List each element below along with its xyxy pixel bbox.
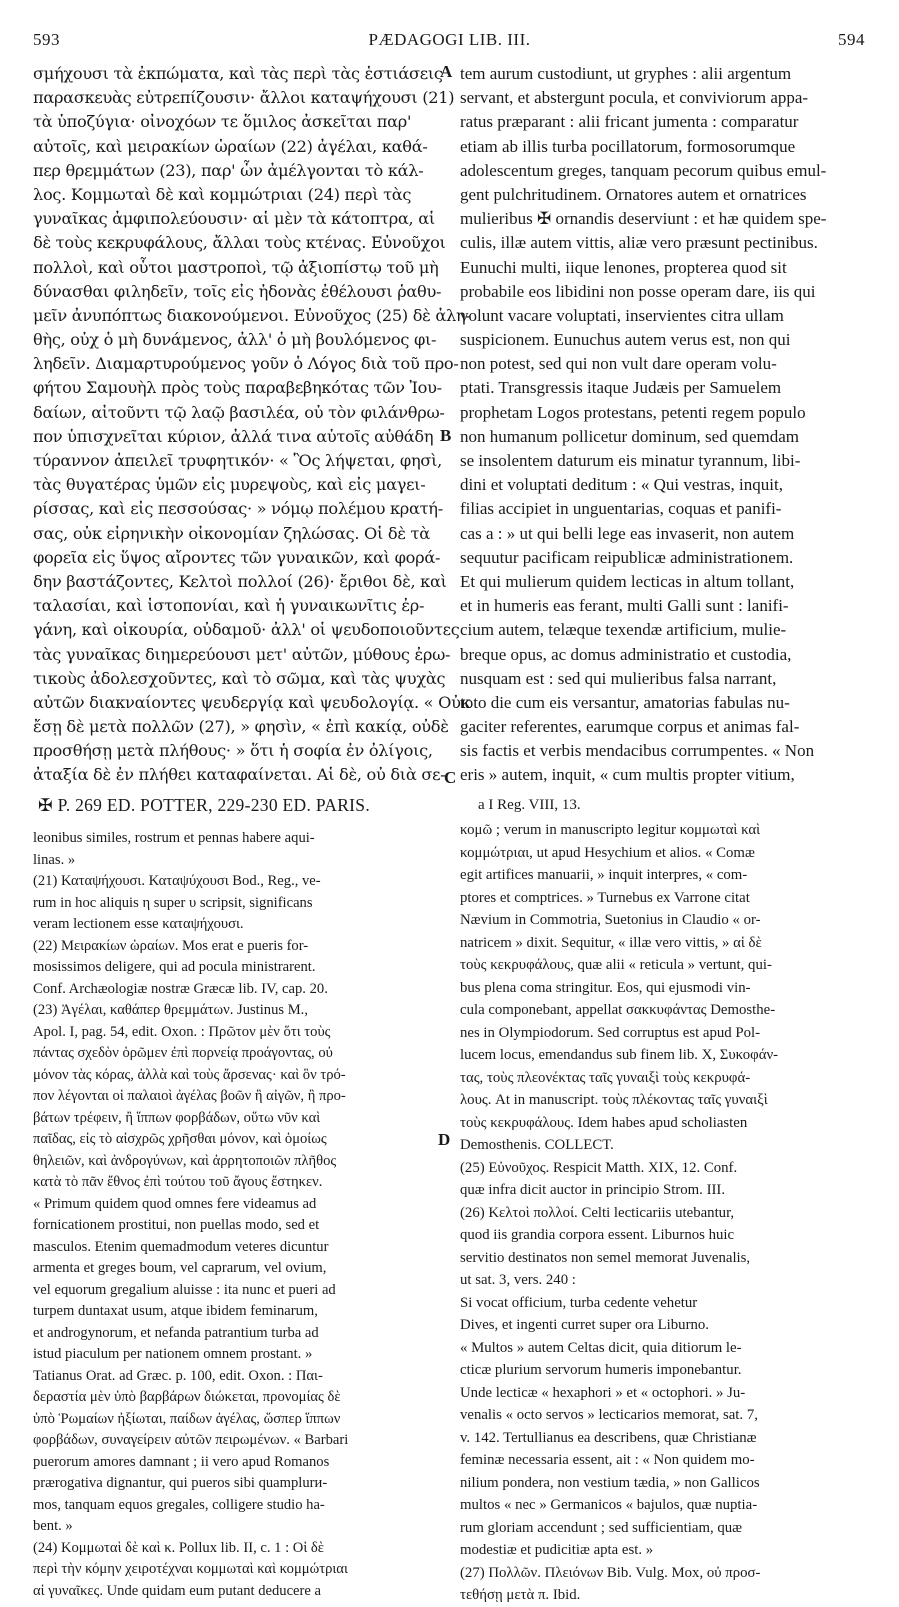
- latin-text-line: non humanum pollicetur dominum, sed quemdam: [460, 426, 800, 446]
- footnote-line: vel equorum gregalium aluisse : ita nunc et pueri ad: [33, 1281, 336, 1298]
- latin-text-line: se insolentem daturum eis minatur tyrannum, libi-: [460, 451, 801, 470]
- greek-text-line: ταλασίαι, καὶ ἱστοπονίαι, καὶ ἡ γυναικωνῖτις ἐρ-: [33, 596, 425, 616]
- greek-text-line: σας, οὐκ εἰρηνικὴν οἰκονομίαν ζηλώσας. Οἱ δὲ τὰ: [33, 523, 430, 543]
- footnote-line: feminæ necessaria essent, ait : « Non quidem mo-: [460, 1452, 755, 1468]
- running-header: [0, 30, 899, 54]
- greek-text-line: φήτου Σαμουὴλ πρὸς τοὺς παραβεβηκότας τῶν Ἰου-: [33, 378, 442, 398]
- latin-text-line: nusquam est : sed qui mulieribus falsa narrant,: [460, 668, 777, 688]
- latin-text-line: cas a : » ut qui belli lege eas invaserit, non autem: [460, 523, 795, 543]
- latin-text-line: gaciter referentes, earumque corpus et animas fal-: [460, 717, 800, 737]
- latin-text-line: ptati. Transgressis itaque Judæis per Samuelem: [460, 378, 782, 398]
- greek-text-line: τὰς θυγατέρας ὑμῶν εἰς μυρεψοὺς, καὶ εἰς μαγει-: [33, 475, 426, 495]
- footnote-line: ptores et comptrices. » Turnebus ex Varrone citat: [460, 889, 750, 906]
- latin-text-line: culis, illæ autem vittis, aliæ vero præsunt pectinibus.: [460, 233, 818, 253]
- footnote-line: τοὺς κεκρυφάλους. Idem habes apud scholiasten: [460, 1114, 748, 1131]
- greek-text-line: ἔσῃ δὲ μετὰ πολλῶν (27), » φησὶν, « ἐπὶ κακίᾳ, οὐδὲ: [33, 717, 449, 737]
- footnote-line: natricem » dixit. Sequitur, « illæ vero vittis, » αἱ δὲ: [460, 934, 762, 951]
- latin-text-line: volunt vacare voluptati, inservientes citra ullam: [460, 305, 784, 325]
- footnote-line: bus plena coma stringitur. Eos, qui ejusmodi vin-: [460, 979, 751, 996]
- footnote-line: βάτων τρέφειν, ἢ ἵππων φορβάδων, οὕτω νῦν καὶ: [33, 1109, 321, 1126]
- latin-text-line: et in humeris eas ferant, multi Galli sunt : lanifi-: [460, 596, 789, 616]
- footnote-line: cticæ plurium servorum humeris imponebantur.: [460, 1362, 742, 1378]
- footnote-line: « Multos » autem Celtas dicit, quia ditiorum le-: [460, 1339, 742, 1356]
- footnote-line: (21) Καταψήχουσι. Καταψύχουσι Bod., Reg., ve-: [33, 873, 321, 889]
- footnote-line: ὑπὸ Ῥωμαίων ἠξίωται, παίδων ἀγέλας, ὥσπερ ἵππων: [33, 1410, 341, 1427]
- latin-text-line: tem aurum custodiunt, ut gryphes : alii argentum: [460, 64, 792, 83]
- footnote-line: prærogativa dignantur, qui pueros sibi quamplurи-: [33, 1475, 328, 1491]
- footnote-line: egit artifices manuarii, » inquit interpres, « com-: [460, 867, 748, 883]
- footnote-line: (23) Ἀγέλαι, καθάπερ θρεμμάτων. Justinus M.,: [33, 1002, 308, 1018]
- greek-text-line: παρασκευὰς εὐτρεπίζουσιν· ἄλλοι καταψήχουσι (21): [33, 88, 455, 108]
- footnote-line: quod iis grandia corpora essent. Liburnos huic: [460, 1227, 735, 1243]
- greek-text-line: προσθήσῃ μετὰ πλήθους· » ὅτι ἡ σοφία ἐν ὀλίγοις,: [33, 741, 433, 761]
- greek-text-line: αὐτοῖς, καὶ μειρακίων ὡραίων (22) ἀγέλαι, καθά-: [33, 136, 428, 156]
- latin-text-line: ratus præparant : alii fricant jumenta : comparatur: [460, 112, 799, 132]
- footnote-line: mos, tanquam equos gregales, colligere studio ha-: [33, 1496, 325, 1513]
- latin-text-line: dini et voluptati deditum : « Qui vestras, inquit,: [460, 475, 783, 495]
- footnote-line: Unde lecticæ « hexaphori » et « octophori. » Ju-: [460, 1384, 746, 1401]
- greek-text-line: τὰ ὑποζύγια· οἰνοχόων τε ὅμιλος ἀσκεῖται παρ': [33, 112, 412, 132]
- margin-marker-a: A: [440, 62, 453, 81]
- running-title: PÆDAGOGI LIB. III.: [368, 30, 531, 49]
- footnote-line: (26) Κελτοὶ πολλοί. Celti lecticariis utebantur,: [460, 1204, 735, 1221]
- greek-text-column: [33, 62, 471, 788]
- footnote-line: bent. »: [33, 1518, 73, 1534]
- latin-text-line: mulieribus ✠ ornandis deserviunt : et hæ quidem spe-: [460, 209, 827, 229]
- greek-text-line: δύνασθαι φιληδεῖν, τοῖς εἰς ἡδονὰς ἐθέλουσι ῥαθυ-: [33, 281, 442, 301]
- greek-text-line: φορεῖα εἰς ὕψος αἴροντες τῶν γυναικῶν, καὶ φορά-: [33, 547, 441, 567]
- footnote-line: armenta et greges boum, vel caprarum, vel ovium,: [33, 1260, 327, 1276]
- footnote-line: fornicationem prostitui, non puellas modo, sed et: [33, 1217, 320, 1233]
- latin-text-column: [460, 62, 868, 788]
- footnote-line: Dives, et ingenti curret super ora Liburno.: [460, 1317, 710, 1333]
- latin-text-line: servant, et abstergunt pocula, et conviviorum appa-: [460, 88, 809, 108]
- footnote-line: cula componebant, appellat σακκυφάντας Demosthe-: [460, 1002, 776, 1018]
- greek-text-line: ρίσσας, καὶ εἰς πεσσούσας· » νόμῳ πολέμου κρατή-: [33, 499, 443, 519]
- greek-text-line: σμήχουσι τὰ ἐκπώματα, καὶ τὰς περὶ τὰς ἑστιάσεις: [33, 64, 443, 83]
- footnote-line: Nævium in Commotria, Suetonius in Claudio « or-: [460, 912, 761, 928]
- latin-text-line: gent pulchritudinem. Ornatores autem et ornatrices: [460, 184, 807, 204]
- footnote-line: v. 142. Tertullianus ea describens, quæ Christianæ: [460, 1429, 757, 1446]
- footnote-line: rum in hoc aliquis η super υ scripsit, significans: [33, 894, 313, 911]
- latin-text-line: non potest, sed qui non vult dare operam volu-: [460, 354, 777, 374]
- footnote-line: rum gloriam accendunt ; sed sufficientiam, quæ: [460, 1519, 743, 1536]
- greek-text-line: θὴς, οὐχ ὁ μὴ δυνάμενος, ἀλλ' ὁ μὴ βουλόμενος φι-: [33, 330, 437, 350]
- greek-text-line: λος. Κομμωταὶ δὲ καὶ κομμώτριαι (24) περὶ τὰς: [33, 184, 412, 204]
- footnote-line: turpem duntaxat usum, atque ibidem feminarum,: [33, 1303, 318, 1319]
- latin-text-line: Et qui mulierum quidem lecticas in altum tollant,: [460, 571, 795, 591]
- latin-text-line: probabile eos libidini non posse operam dare, iis qui: [460, 281, 816, 301]
- footnote-line: venalis « octo servos » lecticarios memorat, sat. 7,: [460, 1407, 758, 1423]
- footnote-line: Conf. Archæologiæ nostræ Græcæ lib. IV, cap. 20.: [33, 980, 328, 997]
- latin-text-line: breque opus, ac domus administratio et custodia,: [460, 644, 792, 664]
- footnote-line: servitio destinatos non semel memorat Juvenalis,: [460, 1249, 751, 1266]
- footnote-line: Apol. I, pag. 54, edit. Oxon. : Πρῶτον μὲν ὅτι τοὺς: [33, 1023, 331, 1040]
- latin-text-line: prophetam Logos protestans, petenti regem populo: [460, 402, 806, 422]
- footnote-line: (22) Μειρακίων ὡραίων. Mos erat e pueris for-: [33, 937, 309, 954]
- footnote-line: μόνον τὰς κόρας, ἀλλὰ καὶ τοὺς ἄρσενας· καὶ ὃν τρό-: [33, 1066, 346, 1083]
- greek-text-line: τὰς γυναῖκας διημερεύουσι μετ' αὐτῶν, μύθους ἐρω-: [33, 644, 451, 664]
- footnote-line: masculos. Etenim quemadmodum veteres dicuntur: [33, 1238, 329, 1255]
- footnote-line: (24) Κομμωταὶ δὲ καὶ κ. Pollux lib. II, c. 1 : Οἱ δὲ: [33, 1539, 324, 1556]
- footnote-line: nes in Olympiodorum. Sed corruptus est apud Pol-: [460, 1024, 761, 1041]
- footnote-line: τοὺς κεκρυφάλους, quæ alii « reticula » vertunt, qui-: [460, 957, 772, 973]
- footnotes-left-column: [33, 828, 441, 1602]
- greek-text-line: γάνη, καὶ οἰκουρία, οὐδαμοῦ· ἀλλ' οἱ ψευδοποιοῦντες: [33, 620, 460, 640]
- footnote-line: nilium pondera, non vestium tædia, » non Gallicos: [460, 1474, 760, 1491]
- footnote-line: puerorum amores damnant ; ii vero apud Romanos: [33, 1453, 330, 1470]
- footnote-line: αἱ γυναῖκες. Unde quidam eum putant deducere a: [33, 1582, 321, 1599]
- latin-text-line: sequutur pacificam reipublicæ administrationem.: [460, 547, 794, 567]
- page-number-right: 594: [838, 30, 865, 49]
- footnote-line: « Primum quidem quod omnes fere videamus ad: [33, 1195, 317, 1212]
- footnote-line: quæ infra dicit auctor in principio Strom. III.: [460, 1182, 726, 1198]
- greek-text-line: περ θρεμμάτων (23), παρ' ὧν ἀμέλγονται τὸ κάλ-: [33, 160, 424, 180]
- footnote-line: λους. At in manuscript. τοὺς πλέκοντας ταῖς γυναιξὶ: [460, 1092, 768, 1108]
- latin-text-line: adolescentum greges, tanquam pecorum quibus emul-: [460, 160, 827, 180]
- footnote-line: veram lectionem esse καταψήχουσι.: [33, 916, 244, 932]
- footnote-line: πάντας σχεδὸν ὁρῶμεν ἐπὶ πορνείᾳ προάγοντας, οὐ: [33, 1045, 333, 1061]
- margin-marker-d: D: [438, 1130, 451, 1149]
- greek-text-line: δαίων, αἰτοῦντι τῷ λαῷ βασιλέα, οὐ τὸν φιλάνθρω-: [33, 402, 445, 422]
- footnote-line: multos « nec » Germanicos « bajulos, quæ nuptia-: [460, 1497, 758, 1513]
- footnotes-right-lines: [460, 819, 868, 1607]
- latin-text-line: Eunuchi multi, iique lenones, propterea quod sit: [460, 257, 787, 277]
- footnote-line: κατὰ τὸ πᾶν ἔθνος ἐπὶ τούτου τοῦ ἄγους ἔστηκεν.: [33, 1174, 323, 1190]
- footnote-line: lucem locus, emendandus sub finem lib. X, Συκοφάν-: [460, 1047, 779, 1063]
- footnote-line: κομῶ ; verum in manuscripto legitur κομμωταὶ καὶ: [460, 822, 761, 838]
- greek-text-line: δὲ τοὺς κεκρυφάλους, ἄλλαι τοὺς κτένας. Εὐνοῦχοι: [33, 233, 446, 253]
- latin-text-line: toto die cum eis versantur, amatorias fabulas nu-: [460, 692, 790, 712]
- footnote-line: ut sat. 3, vers. 240 :: [460, 1272, 576, 1288]
- page-number-left: 593: [33, 30, 60, 49]
- footnote-line: modestiæ et pudicitiæ apta est. »: [460, 1542, 654, 1558]
- latin-text-line: eris » autem, inquit, « cum multis propter vitium,: [460, 765, 795, 785]
- footnote-line: κομμώτριαι, ut apud Hesychium et alios. « Comæ: [460, 844, 755, 861]
- greek-text-line: ἀταξία δὲ ἐν πλήθει καταφαίνεται. Αἱ δὲ, οὐ διὰ σε-: [33, 765, 446, 785]
- greek-text-line: γυναῖκας ἀμφιπολεύουσιν· αἱ μὲν τὰ κάτοπτρα, αἱ: [33, 209, 435, 229]
- latin-text-line: suspicionem. Eunuchus autem verus est, non qui: [460, 330, 791, 350]
- footnote-line: παῖδας, εἰς τὸ αἰσχρῶς χρῆσθαι μόνον, καὶ ὁμοίως: [33, 1131, 327, 1147]
- footnote-line: φορβάδων, συναγείρειν αὐτῶν πειρωμένων. « Barbari: [33, 1432, 349, 1448]
- footnote-line: περὶ τὴν κόμην χειροτέχναι κομμωταὶ καὶ κομμώτριαι: [33, 1561, 348, 1577]
- edition-reference: ✠ P. 269 ED. POTTER, 229-230 ED. PARIS.: [38, 795, 370, 815]
- latin-text-line: sis factis et verbis mendacibus corrumpentes. « Non: [460, 741, 815, 761]
- scripture-footnote: a I Reg. VIII, 13.: [478, 797, 581, 813]
- footnote-line: (25) Εὐνοῦχος. Respicit Matth. XIX, 12. Conf.: [460, 1159, 738, 1176]
- footnote-line: Si vocat officium, turba cedente vehetur: [460, 1294, 698, 1311]
- greek-text-line: μεῖν ἀνυπόπτως διακονούμενοι. Εὐνοῦχος (25) δὲ ἀλη-: [33, 305, 471, 325]
- greek-text-line: τικοὺς ἀδολεσχοῦντες, καὶ τὸ σῶμα, καὶ τὰς ψυχὰς: [33, 668, 446, 688]
- greek-text-line: τύραννον ἀπειλεῖ τρυφητικόν· « Ὃς λήψεται, φησὶ,: [33, 451, 442, 470]
- margin-marker-c: C: [444, 768, 457, 787]
- footnote-line: et androgynorum, et nefanda patrantium turba ad: [33, 1324, 319, 1341]
- footnote-line: τας, τοὺς πλεονέκτας ταῖς γυναιξὶ τοὺς κεκρυφά-: [460, 1069, 751, 1086]
- footnote-line: πον λέγονται οἱ παλαιοὶ ἀγέλας βοῶν ἢ αἰγῶν, ἢ προ-: [33, 1088, 346, 1104]
- greek-text-line: αὐτῶν διακναίοντες ψευδεργίᾳ καὶ ψευδολογίᾳ. « Οὐκ: [33, 692, 471, 712]
- footnote-line: Tatianus Orat. ad Græc. p. 100, edit. Oxon. : Παι-: [33, 1367, 323, 1384]
- footnote-line: τεθήσῃ μετὰ π. Ibid.: [460, 1587, 581, 1603]
- greek-text-line: πον ὑπισχνεῖται κύριον, ἀλλά τινα αὐτοῖς αὐθάδη: [33, 426, 434, 446]
- latin-text-line: cium autem, telæque texendæ artificium, mulie-: [460, 620, 787, 640]
- greek-text-line: δην βαστάζοντες, Κελτοὶ πολλοί (26)· ἔριθοι δὲ, καὶ: [33, 571, 447, 591]
- footnote-line: istud piaculum per nationem omnem prostant. »: [33, 1346, 313, 1362]
- greek-text-line: πολλοὶ, καὶ οὗτοι μαστροποὶ, τῷ ἀξιοπίστῳ τοῦ μὴ: [33, 257, 439, 277]
- footnotes-right-column: [460, 793, 868, 1607]
- footnote-line: linas. »: [33, 851, 76, 868]
- footnote-line: (27) Πολλῶν. Πλειόνων Bib. Vulg. Mox, οὐ προσ-: [460, 1564, 761, 1581]
- latin-text-line: etiam ab illis turba pocillatorum, formosorumque: [460, 136, 796, 156]
- footnote-line: θηλειῶν, καὶ ἀνδρογύνων, καὶ ἀρρητοποιῶν πλῆθος: [33, 1152, 337, 1169]
- greek-text-line: ληδεῖν. Διαμαρτυρούμενος γοῦν ὁ Λόγος διὰ τοῦ προ-: [33, 354, 459, 374]
- footnote-line: mosissimos deligere, qui ad pocula ministrarent.: [33, 959, 316, 975]
- footnote-line: δεραστία μὲν ὑπὸ βαρβάρων διώκεται, προνομίας δὲ: [33, 1389, 341, 1405]
- footnote-line: leonibus similes, rostrum et pennas habere aqui-: [33, 830, 315, 846]
- footnote-line: Demosthenis. COLLECT.: [460, 1137, 614, 1153]
- latin-text-line: filias accipiet in unguentarias, coquas et panifi-: [460, 499, 782, 519]
- margin-marker-b: B: [440, 426, 452, 445]
